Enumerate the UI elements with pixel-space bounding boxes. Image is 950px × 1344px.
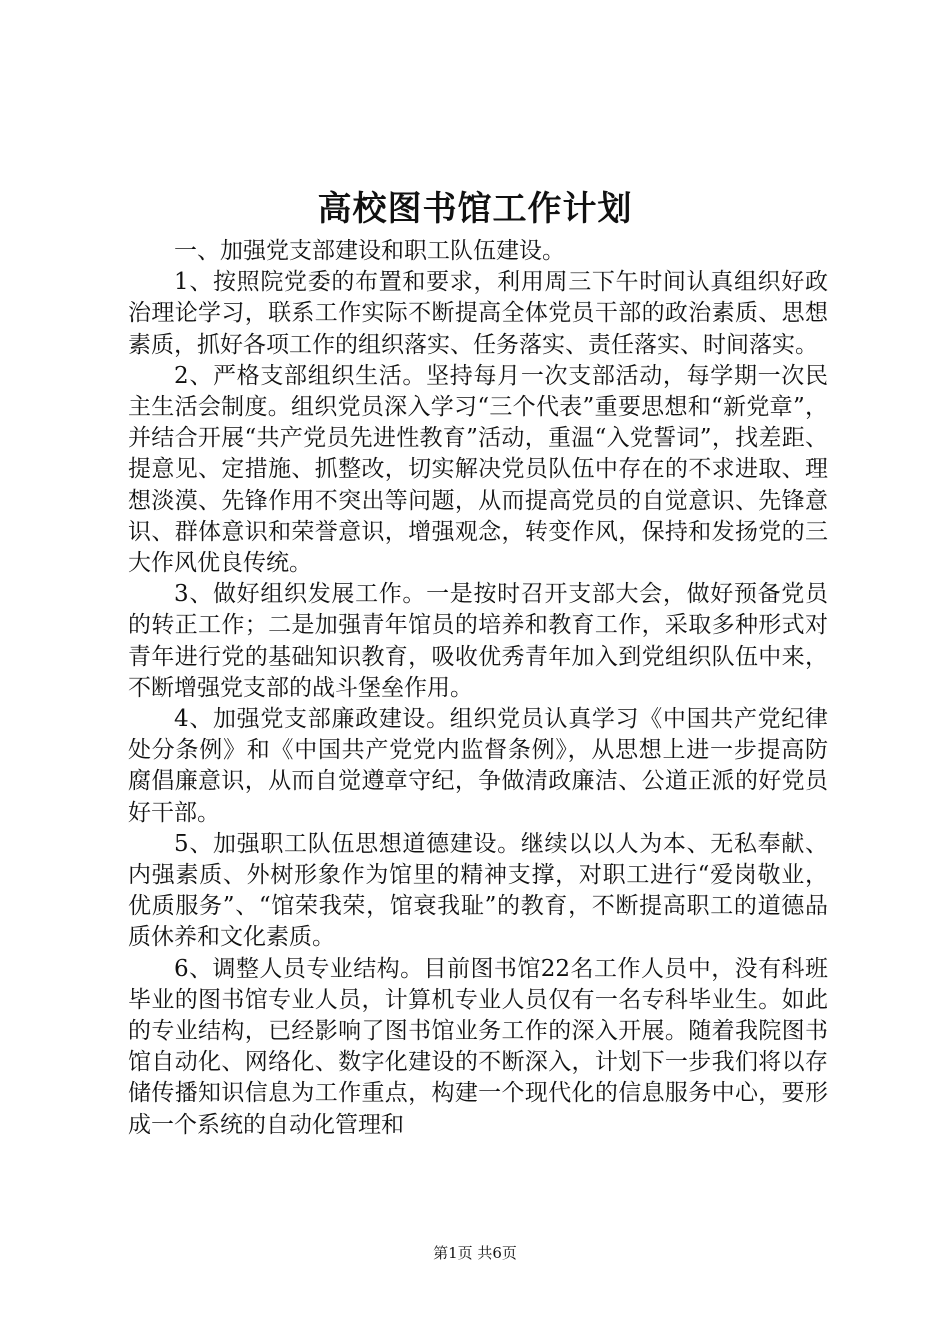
paragraph-5: 5、加强职工队伍思想道德建设。继续以以人为本、无私奉献、内强素质、外树形象作为馆里的精神支撑，对职工进行“爱岗敬业，优质服务”、“馆荣我荣，馆衰我耻”的教育，不断提高职工的道德品质休养和文化素质。 [128, 830, 828, 951]
paragraph-2: 2、严格支部组织生活。坚持每月一次支部活动，每学期一次民主生活会制度。组织党员深入学习“三个代表”重要思想和“新党章”，并结合开展“共产党员先进性教育”活动，重温“入党誓词”，找差距、提意见、定措施、抓整改，切实解决党员队伍中存在的不求进取、理想淡漠、先锋作用不突出等问题，从而提高党员的自觉意识、先锋意识、群体意识和荣誉意识，增强观念，转变作风，保持和发扬党的三大作风优良传统。 [128, 362, 828, 577]
document-title: 高校图书馆工作计划 [317, 189, 633, 229]
paragraph-6: 6、调整人员专业结构。目前图书馆22名工作人员中，没有科班毕业的图书馆专业人员，计算机专业人员仅有一名专科毕业生。如此的专业结构，已经影响了图书馆业务工作的深入开展。随着我院图书馆自动化、网络化、数字化建设的不断深入，计划下一步我们将以存储传播知识信息为工作重点，构建一个现代化的信息服务中心，要形成一个系统的自动化管理和 [128, 955, 828, 1138]
paragraph-section-heading: 一、加强党支部建设和职工队伍建设。 [174, 238, 565, 264]
paragraph-3: 3、做好组织发展工作。一是按时召开支部大会，做好预备党员的转正工作；二是加强青年馆员的培养和教育工作，采取多种形式对青年进行党的基础知识教育，吸收优秀青年加入到党组织队伍中来，不断增强党支部的战斗堡垒作用。 [128, 581, 828, 701]
page-number-footer: 第1页 共6页 [433, 1244, 517, 1262]
document-body [128, 236, 828, 1141]
paragraph-4: 4、加强党支部廉政建设。组织党员认真学习《中国共产党纪律处分条例》和《中国共产党党内监督条例》，从思想上进一步提高防腐倡廉意识，从而自觉遵章守纪，争做清政廉洁、公道正派的好党员好干部。 [128, 706, 828, 826]
paragraph-1: 1、按照院党委的布置和要求，利用周三下午时间认真组织好政治理论学习，联系工作实际不断提高全体党员干部的政治素质、思想素质，抓好各项工作的组织落实、任务落实、责任落实、时间落实。 [128, 269, 828, 358]
